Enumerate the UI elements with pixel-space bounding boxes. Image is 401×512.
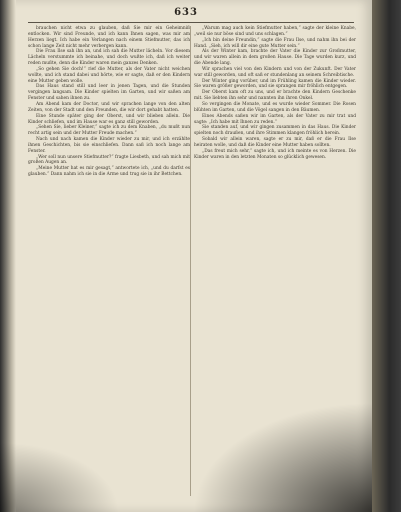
paragraph: „Meine Mutter hat es mir gesagt,“ antwortete ich, „und du darfst es glauben.“ Dann nahm ich sie in die Arme und trug sie in ihr Bettchen. — [28, 166, 190, 178]
paragraph: Am Abend kam der Doctor, und wir sprachen lange von den alten Zeiten, von der Stadt und den Freunden, die wir dort gehabt hatten. — [28, 101, 190, 113]
paragraph: Als der Winter kam, brachte der Vater die Kinder zur Großmutter, und wir waren allein in dem großen Hause. Die Tage wurden kurz, und die Abende lang. — [194, 49, 356, 67]
header-rule — [28, 22, 354, 23]
book-gutter — [0, 0, 16, 512]
page-edge — [372, 0, 401, 512]
page-number: 633 — [174, 7, 198, 18]
paragraph: So vergingen die Monate, und es wurde wieder Sommer. Die Rosen blühten im Garten, und die Vögel sangen in den Bäumen. — [194, 101, 356, 113]
paragraph: „Wer soll nun unsere Stiefmutter?“ fragte Liesbeth, und sah mich mit großen Augen an. — [28, 154, 190, 166]
paragraph: brauchen nicht etwa zu glauben, daß Sie mir ein Geheimniß entlocken. Wir sind Freunde, und ich kann Ihnen sagen, was mir am Herzen liegt. Ich habe ein Verlangen nach einem Stiefmutter, das ich schon lange Zeit nicht mehr verbergen kann. — [28, 26, 190, 49]
paragraph: Die Frau Ilse sah ihn an, und ich sah die Mutter lächeln. Vor diesem Lächeln verstummte ich beinahe, und doch wußte ich, daß ich weiter reden mußte, denn die Kinder waren mein ganzes Denken. — [28, 49, 190, 67]
left-column — [28, 26, 190, 178]
paragraph: „Das freut mich sehr,“ sagte ich, und ich meinte es von Herzen. Die Kinder waren in den letzten Monaten so glücklich gewesen. — [194, 148, 356, 160]
paragraph: Der Winter ging vorüber, und im Frühling kamen die Kinder wieder. Sie waren größer geworden, und sie sprangen mir fröhlich entgegen. — [194, 78, 356, 90]
paragraph: Eine Stunde später ging der Oberst, und wir blieben allein. Die Kinder schliefen, und im Hause war es ganz still geworden. — [28, 113, 190, 125]
paragraph: Nach und nach kamen die Kinder wieder zu mir, und ich erzählte ihnen Geschichten, bis sie einschliefen. Dann saß ich noch lange am Fenster. — [28, 137, 190, 154]
paragraph: Wir sprachen viel von den Kindern und von der Zukunft. Der Vater war still geworden, und oft saß er stundenlang an seinem Schreibtische. — [194, 66, 356, 78]
column-divider — [190, 26, 191, 496]
paragraph: Sobald wir allein waren, sagte er zu mir, daß er die Frau Ilse heiraten wolle, und daß die Kinder eine Mutter haben sollten. — [194, 137, 356, 148]
paragraph: „So gehen Sie doch!“ rief die Mutter, als der Vater nicht weichen wollte, und ich stand dabei und hörte, wie er sagte, daß er den Kindern eine Mutter geben wolle. — [28, 66, 190, 84]
paragraph: Eines Abends saßen wir im Garten, als der Vater zu mir trat und sagte: „Ich habe mit Ihnen zu reden.“ — [194, 113, 356, 125]
hand-shadow — [0, 442, 120, 512]
corner-shadow — [192, 402, 372, 512]
paragraph: „Warum mag auch kein Stiefmutter haben,“ sagte der kleine Knabe, „weil sie nur böse sind und uns schlagen.“ — [194, 26, 356, 37]
paragraph: „Ich bin deine Freundin,“ sagte die Frau Ilse, und nahm ihn bei der Hand. „Sieh, ich will dir eine gute Mutter sein.“ — [194, 37, 356, 49]
right-column — [194, 26, 356, 160]
paragraph: Das Haus stand still und leer in jenen Tagen, und die Stunden vergingen langsam. Die Kinder spielten im Garten, und wir saßen am Fenster und sahen ihnen zu. — [28, 84, 190, 102]
paragraph: „Sehen Sie, lieber Kleiner,“ sagte ich zu dem Knaben, „du mußt nun recht artig sein und der Mutter Freude machen.“ — [28, 125, 190, 137]
paragraph: Sie standen auf, und wir gingen zusammen in das Haus. Die Kinder spielten noch draußen, und ihre Stimmen klangen fröhlich herein. — [194, 125, 356, 137]
paragraph: Der Oberst kam oft zu uns, und er brachte den Kindern Geschenke mit. Sie liebten ihn sehr und nannten ihn ihren Onkel. — [194, 90, 356, 102]
